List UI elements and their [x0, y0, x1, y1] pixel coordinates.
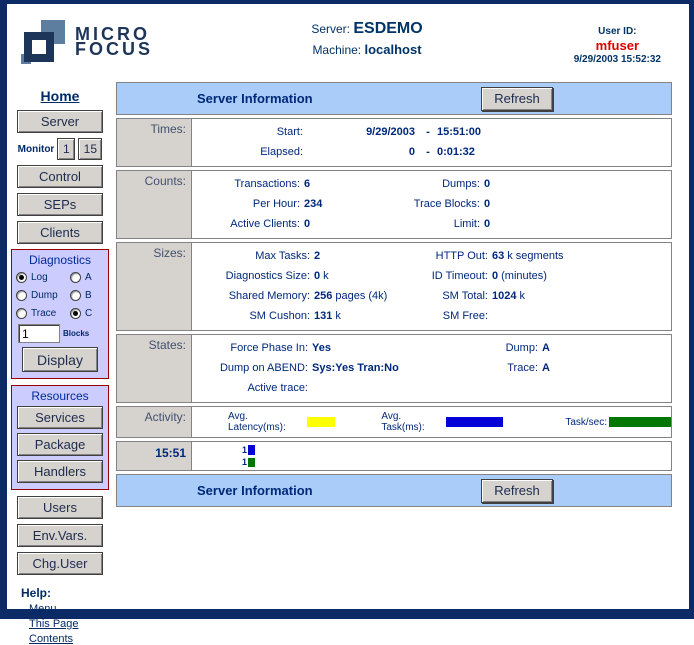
shared-memory-label: Shared Memory: [228, 290, 310, 302]
sm-cushon-value: 131 k [314, 310, 341, 322]
server-information-panel [116, 82, 672, 507]
history-tasksec-bar [248, 458, 255, 467]
sm-total-value: 1024 k [492, 290, 525, 302]
server-info-footer [116, 474, 672, 507]
radio-trace-control[interactable] [16, 308, 27, 319]
transactions-label: Transactions: [234, 178, 300, 190]
sm-cushon-label: SM Cushon: [249, 310, 310, 322]
help-section [21, 586, 79, 645]
help-link-this-page[interactable]: This Page [29, 618, 79, 630]
machine-label: Machine: [312, 43, 362, 57]
elapsed-time: 0:01:32 [437, 146, 475, 158]
diagnostics-title: Diagnostics [28, 253, 92, 267]
start-date: 9/29/2003 [366, 126, 415, 138]
activity-section-label: Activity: [117, 407, 192, 437]
history-task-value: 1 [242, 445, 248, 455]
user-info [574, 26, 661, 65]
radio-dump[interactable] [16, 290, 70, 301]
avg-task-label: Avg. Task(ms): [381, 411, 425, 433]
per-hour-label: Per Hour: [252, 198, 300, 210]
radio-dump-label: Dump [31, 290, 58, 301]
server-info-header [116, 82, 672, 115]
logo-line2: FOCUS [75, 39, 153, 59]
timestamp: 9/29/2003 15:52:32 [573, 54, 661, 65]
latency-legend [228, 411, 335, 433]
sidebar-item-home[interactable]: Home [40, 88, 80, 104]
services-button[interactable]: Services [17, 406, 103, 429]
radio-c-label: C [85, 308, 93, 319]
diagnostics-size-value: 0 k [314, 270, 329, 282]
radio-b-label: B [85, 290, 92, 301]
task-sec-label: Task/sec: [565, 416, 607, 428]
radio-b-control[interactable] [70, 290, 81, 301]
seps-button[interactable]: SEPs [17, 193, 103, 216]
states-section [116, 334, 672, 403]
radio-log-label: Log [31, 272, 48, 283]
start-sep: - [426, 126, 430, 138]
transactions-value: 6 [304, 178, 311, 190]
resources-panel [11, 385, 109, 490]
blocks-row [18, 324, 89, 343]
activity-history-row [116, 441, 672, 471]
history-tasksec-value: 1 [242, 457, 248, 467]
activity-section [116, 406, 672, 438]
states-grid [192, 338, 671, 398]
users-button[interactable]: Users [17, 496, 103, 519]
radio-c-control[interactable] [70, 308, 81, 319]
logo-text [75, 24, 153, 59]
monitor-15-button[interactable]: 15 [78, 138, 102, 160]
shared-memory-value: 256 pages (4k) [314, 290, 388, 302]
max-tasks-value: 2 [314, 250, 321, 262]
dump-on-abend-value: Sys:Yes Tran:No [312, 362, 399, 374]
display-button[interactable]: Display [22, 347, 98, 372]
dumps-label: Dumps: [442, 178, 480, 190]
chguser-button[interactable]: Chg.User [17, 552, 103, 575]
radio-a-label: A [85, 272, 92, 283]
radio-log[interactable] [16, 272, 70, 283]
machine-name: localhost [364, 42, 422, 57]
content-area [7, 80, 689, 645]
dumps-value: 0 [484, 178, 491, 190]
elapsed-days: 0 [408, 146, 415, 158]
sizes-section [116, 242, 672, 331]
monitor-row [18, 138, 103, 160]
history-task-line [242, 444, 671, 456]
blocks-input[interactable] [18, 324, 60, 343]
task-sec-bar [609, 417, 671, 427]
server-label: Server: [311, 22, 350, 36]
help-link-menu[interactable]: Menu [29, 603, 57, 615]
radio-a-control[interactable] [70, 272, 81, 283]
active-trace-label: Active trace: [247, 382, 308, 394]
package-button[interactable]: Package [17, 433, 103, 456]
radio-c[interactable] [70, 308, 106, 319]
per-hour-value: 234 [304, 198, 323, 210]
monitor-label: Monitor [17, 143, 55, 155]
times-section [116, 118, 672, 167]
counts-section-label: Counts: [117, 171, 192, 238]
limit-label: Limit: [453, 218, 480, 230]
history-bars [192, 442, 671, 470]
help-link-contents[interactable]: Contents [29, 633, 74, 645]
page-header [7, 4, 689, 80]
activity-legend [192, 407, 671, 437]
radio-b[interactable] [70, 290, 106, 301]
refresh-button-top[interactable]: Refresh [481, 87, 553, 111]
control-button[interactable]: Control [17, 165, 103, 188]
start-label: Start: [276, 126, 303, 138]
micro-focus-logo-icon [21, 20, 67, 64]
resources-title: Resources [31, 389, 89, 403]
micro-focus-logo [21, 20, 153, 64]
radio-dump-control[interactable] [16, 290, 27, 301]
sm-total-label: SM Total: [442, 290, 488, 302]
diagnostics-panel [11, 249, 109, 379]
blocks-label: Blocks [63, 329, 90, 338]
avg-task-legend [381, 411, 503, 433]
user-id-value: mfuser [595, 38, 640, 53]
radio-log-control[interactable] [16, 272, 27, 283]
envvars-button[interactable]: Env.Vars. [17, 524, 103, 547]
counts-section [116, 170, 672, 239]
latency-bar [307, 417, 336, 427]
handlers-button[interactable]: Handlers [17, 460, 103, 483]
active-clients-value: 0 [304, 218, 311, 230]
sizes-section-label: Sizes: [117, 243, 192, 330]
times-grid [192, 122, 671, 162]
limit-value: 0 [484, 218, 491, 230]
dump-on-abend-label: Dump on ABEND: [219, 362, 308, 374]
server-info-footer-title: Server Information [197, 483, 313, 498]
radio-trace-label: Trace [31, 308, 57, 319]
server-info-title: Server Information [197, 91, 313, 106]
id-timeout-label: ID Timeout: [431, 270, 488, 282]
radio-a[interactable] [70, 272, 106, 283]
sidebar-nav [7, 80, 113, 645]
force-phase-in-value: Yes [312, 342, 331, 354]
help-title: Help: [21, 586, 51, 600]
active-trace-value [312, 378, 454, 398]
sm-free-value [492, 306, 671, 326]
active-clients-label: Active Clients: [230, 218, 300, 230]
refresh-button-bottom[interactable]: Refresh [481, 479, 553, 503]
force-phase-in-label: Force Phase In: [230, 342, 308, 354]
elapsed-sep: - [426, 146, 430, 158]
trace-state-label: Trace: [507, 362, 538, 374]
sizes-grid [192, 246, 671, 326]
monitor-1-button[interactable]: 1 [57, 138, 75, 160]
counts-grid [192, 174, 671, 234]
max-tasks-label: Max Tasks: [255, 250, 310, 262]
trace-blocks-label: Trace Blocks: [413, 198, 480, 210]
trace-state-value: A [542, 362, 550, 374]
id-timeout-value: 0 (minutes) [492, 270, 547, 282]
history-tasksec-line [242, 456, 671, 468]
history-task-bar [248, 445, 255, 455]
logo-line1: MICRO [75, 24, 150, 44]
history-time: 15:51 [117, 442, 192, 470]
diagnostics-radio-grid [16, 272, 108, 319]
elapsed-label: Elapsed: [260, 146, 303, 158]
latency-label: Avg. Latency(ms): [228, 411, 286, 433]
times-section-label: Times: [117, 119, 192, 166]
states-section-label: States: [117, 335, 192, 402]
server-button[interactable]: Server [17, 110, 103, 133]
http-out-value: 63 k segments [492, 250, 564, 262]
clients-button[interactable]: Clients [17, 221, 103, 244]
start-time: 15:51:00 [437, 126, 482, 138]
trace-blocks-value: 0 [484, 198, 491, 210]
sm-free-label: SM Free: [442, 310, 488, 322]
server-name: ESDEMO [353, 20, 423, 37]
user-id-label: User ID: [598, 26, 637, 37]
avg-task-bar [446, 417, 503, 427]
radio-trace[interactable] [16, 308, 70, 319]
server-identity [257, 20, 477, 57]
dump-state-value: A [542, 342, 550, 354]
task-sec-legend [565, 417, 671, 428]
dump-state-label: Dump: [505, 342, 538, 354]
diagnostics-size-label: Diagnostics Size: [225, 270, 310, 282]
http-out-label: HTTP Out: [435, 250, 488, 262]
